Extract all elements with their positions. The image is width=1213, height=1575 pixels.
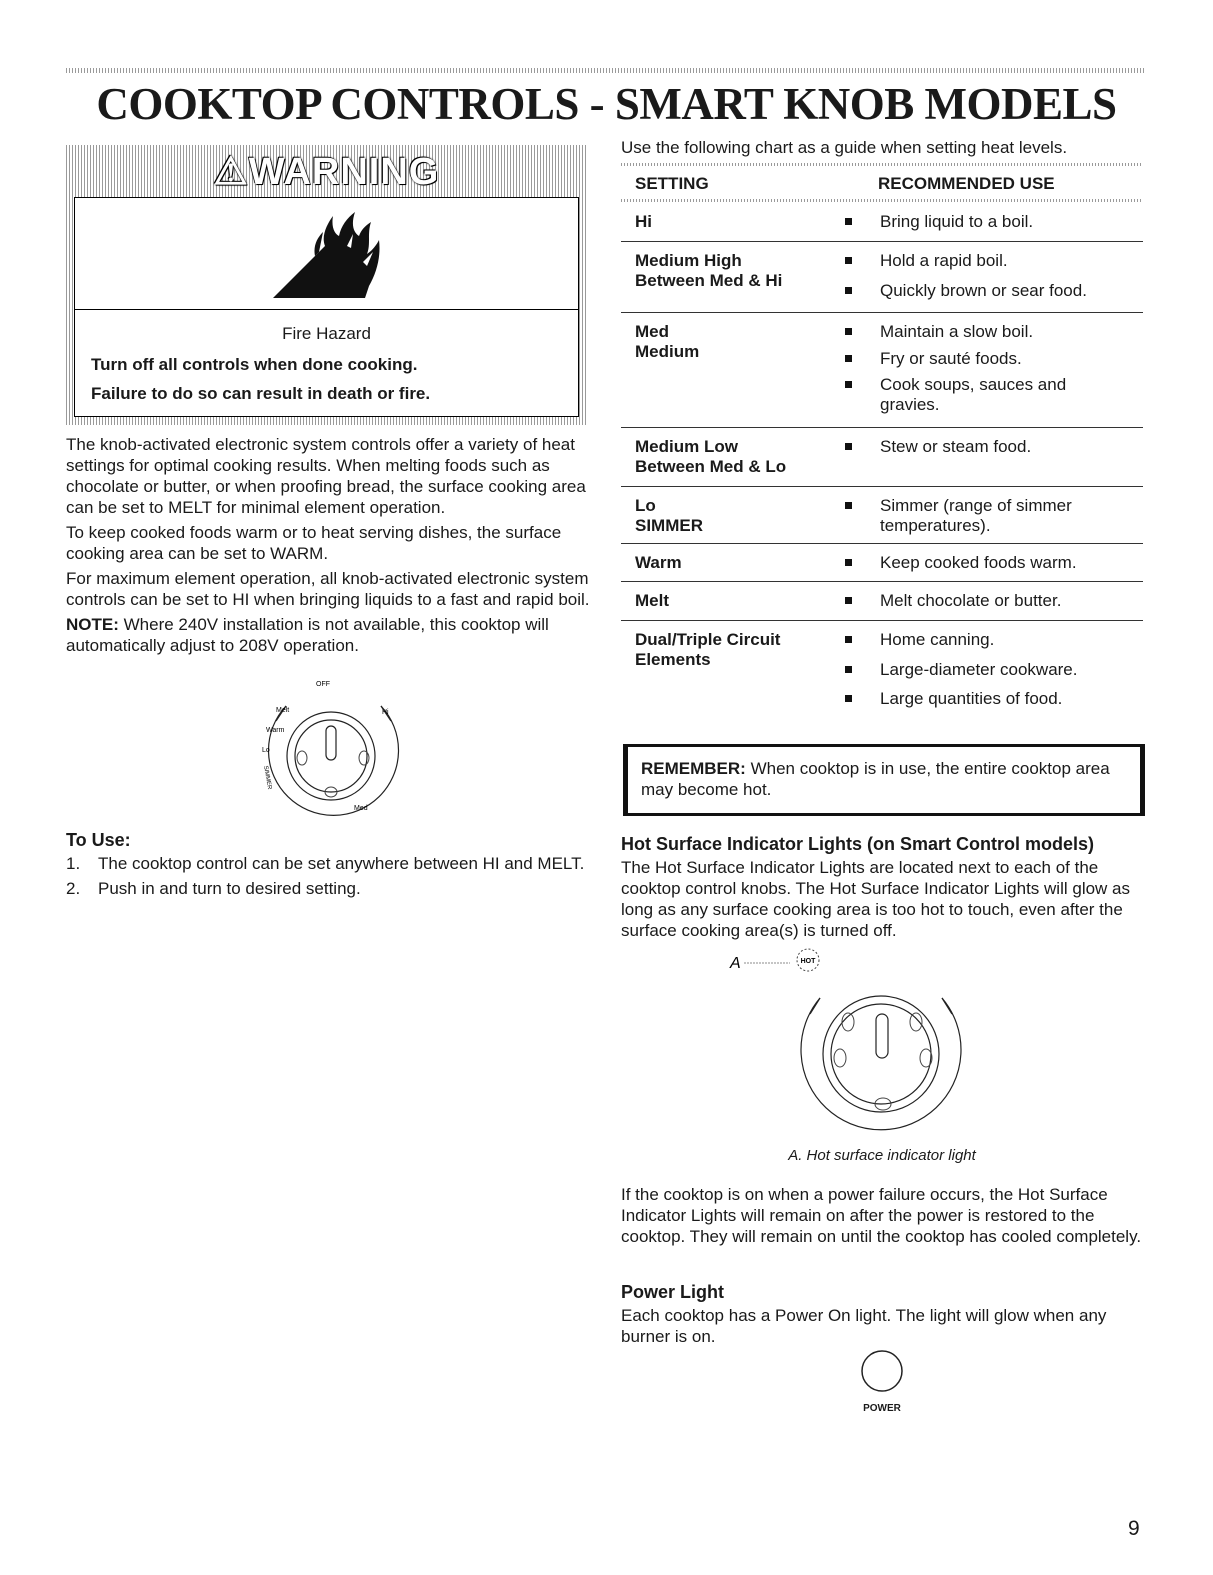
power-light-icon <box>852 1348 912 1408</box>
table-top-rule <box>621 163 1143 166</box>
note-label: NOTE: <box>66 615 119 634</box>
setting-label: Between Med & Hi <box>635 271 783 290</box>
warm-paragraph: To keep cooked foods warm or to heat serving dishes, the surface cooking area can be set to WARM. <box>66 523 562 563</box>
setting-label: Med <box>635 322 669 341</box>
recommended-use-text: Large quantities of food. <box>880 689 1063 708</box>
recommended-use-text: Fry or sauté foods. <box>880 349 1022 368</box>
bullet-icon <box>845 502 852 509</box>
note-paragraph <box>66 614 590 656</box>
recommended-use-text: Bring liquid to a boil. <box>880 212 1034 231</box>
step-1 <box>66 853 590 874</box>
setting-cell <box>635 437 786 477</box>
page-title: COOKTOP CONTROLS - SMART KNOB MODELS <box>96 79 1117 129</box>
table-row <box>621 543 1143 582</box>
setting-label: Medium Low <box>635 437 738 456</box>
bullet-icon <box>845 695 852 702</box>
setting-label: Medium <box>635 342 700 361</box>
setting-cell <box>635 496 703 536</box>
intro-paragraph: The knob-activated electronic system controls offer a variety of heat settings for optimal cooking results. When melting foods such as chocolate or butter, or when proofing bread, the surface cooking area can be set to MELT for minimal element operation. <box>66 435 586 517</box>
recommended-use-text: Hold a rapid boil. <box>880 251 1008 270</box>
knob-label-hi: Hi <box>382 709 389 716</box>
knob-label-warm: Warm <box>266 727 285 734</box>
setting-label: SIMMER <box>635 516 703 535</box>
bullet-icon <box>845 666 852 673</box>
setting-cell <box>635 212 652 232</box>
step-number: 2. <box>66 879 81 898</box>
bullet-icon <box>845 328 852 335</box>
recommended-use-text: Quickly brown or sear food. <box>880 281 1087 300</box>
power-light-section <box>621 1282 1143 1347</box>
table-row <box>621 241 1143 313</box>
hot-surface-caption: A. Hot surface indicator light <box>788 1147 976 1164</box>
setting-cell <box>635 251 782 291</box>
step-text: The cooktop control can be set anywhere between HI and MELT. <box>98 854 585 873</box>
hot-surface-section <box>621 834 1143 941</box>
to-use-heading: To Use: <box>66 830 131 850</box>
bullet-icon <box>845 287 852 294</box>
setting-label: Melt <box>635 591 669 610</box>
bullet-icon <box>845 597 852 604</box>
setting-label: Elements <box>635 650 711 669</box>
warning-line-2: Failure to do so can result in death or fire. <box>91 384 431 403</box>
hot-surface-heading: Hot Surface Indicator Lights (on Smart Control models) <box>621 834 1095 854</box>
page-number: 9 <box>1128 1517 1140 1540</box>
knob-label-simmer: SIMMER <box>262 765 273 790</box>
fire-icon <box>255 206 395 306</box>
table-row <box>621 620 1143 710</box>
hi-paragraph: For maximum element operation, all knob-activated electronic system controls can be set to HI when bringing liquids to a fast and rapid boil. <box>66 569 590 609</box>
recommended-use-text: Keep cooked foods warm. <box>880 553 1077 572</box>
warning-header <box>66 145 587 197</box>
setting-label: Medium High <box>635 251 742 270</box>
setting-label: Warm <box>635 553 682 572</box>
note-text: Where 240V installation is not available, this cooktop will automatically adjust to 208V operation. <box>66 615 549 655</box>
table-row <box>621 202 1143 242</box>
left-body <box>66 434 590 656</box>
table-row <box>621 581 1143 621</box>
setting-cell <box>635 630 780 670</box>
remember-box <box>623 744 1145 816</box>
power-light-paragraph: Each cooktop has a Power On light. The light will glow when any burner is on. <box>621 1306 1107 1346</box>
hot-surface-knob-diagram <box>720 938 980 1138</box>
knob-label-lo: Lo <box>262 747 270 754</box>
top-rule <box>66 68 1146 73</box>
bullet-icon <box>845 443 852 450</box>
to-use-section <box>66 830 590 899</box>
warning-border-right <box>579 197 587 425</box>
step-text: Push in and turn to desired setting. <box>98 879 361 898</box>
setting-cell <box>635 322 699 362</box>
bullet-icon <box>845 218 852 225</box>
power-light-heading: Power Light <box>621 1282 724 1302</box>
knob-label-melt: Melt <box>276 707 290 714</box>
setting-label: Between Med & Lo <box>635 457 787 476</box>
power-label: POWER <box>863 1403 901 1414</box>
warning-text-panel <box>74 309 579 417</box>
bullet-icon <box>845 355 852 362</box>
knob-label-off: OFF <box>316 681 330 688</box>
knob-label-med: Med <box>354 805 368 812</box>
recommended-use-text: Home canning. <box>880 630 995 649</box>
warning-image-panel <box>74 197 579 310</box>
bullet-icon <box>845 636 852 643</box>
recommended-use-text: Maintain a slow boil. <box>880 322 1034 341</box>
setting-label: Dual/Triple Circuit <box>635 630 781 649</box>
column-header-use: RECOMMENDED USE <box>878 174 1055 193</box>
recommended-use-text: Simmer (range of simmer temperatures). <box>880 496 1072 535</box>
setting-cell <box>635 553 682 573</box>
remember-label: REMEMBER: <box>641 759 746 778</box>
table-row <box>621 312 1143 428</box>
bullet-icon <box>845 381 852 388</box>
knob-diagram <box>246 676 416 826</box>
table-row <box>621 427 1143 487</box>
warning-border-left <box>66 197 74 425</box>
warning-box <box>66 145 587 425</box>
warning-hazard: Fire Hazard <box>282 324 371 343</box>
bullet-icon <box>845 559 852 566</box>
warning-label: ⚠WARNING <box>213 151 440 193</box>
hot-label: HOT <box>800 958 816 965</box>
recommended-use-text: Stew or steam food. <box>880 437 1032 456</box>
setting-label: Hi <box>635 212 652 231</box>
bullet-icon <box>845 257 852 264</box>
remember-body: When cooktop is in use, the entire cooktop area may become hot. <box>641 759 1110 799</box>
setting-label: Lo <box>635 496 656 515</box>
remember-text <box>641 758 1121 800</box>
table-row <box>621 486 1143 544</box>
power-failure-paragraph: If the cooktop is on when a power failure occurs, the Hot Surface Indicator Lights will remain on after the power is restored to the cooktop. They will remain on until the cooktop has cooled completely. <box>621 1185 1142 1246</box>
hot-surface-paragraph: The Hot Surface Indicator Lights are located next to each of the cooktop control knobs. The Hot Surface Indicator Lights will glow as long as any surface cooking area is too hot to touch, even after the surface cooking area(s) is turned off. <box>621 858 1131 940</box>
chart-intro: Use the following chart as a guide when setting heat levels. <box>621 138 1068 157</box>
step-number: 1. <box>66 854 81 873</box>
callout-letter: A <box>730 955 741 972</box>
step-2 <box>66 878 590 899</box>
recommended-use-text: Cook soups, sauces and gravies. <box>880 375 1067 414</box>
setting-cell <box>635 591 669 611</box>
warning-line-1: Turn off all controls when done cooking. <box>91 355 418 374</box>
column-header-setting: SETTING <box>635 174 709 193</box>
recommended-use-text: Melt chocolate or butter. <box>880 591 1062 610</box>
recommended-use-text: Large-diameter cookware. <box>880 660 1078 679</box>
